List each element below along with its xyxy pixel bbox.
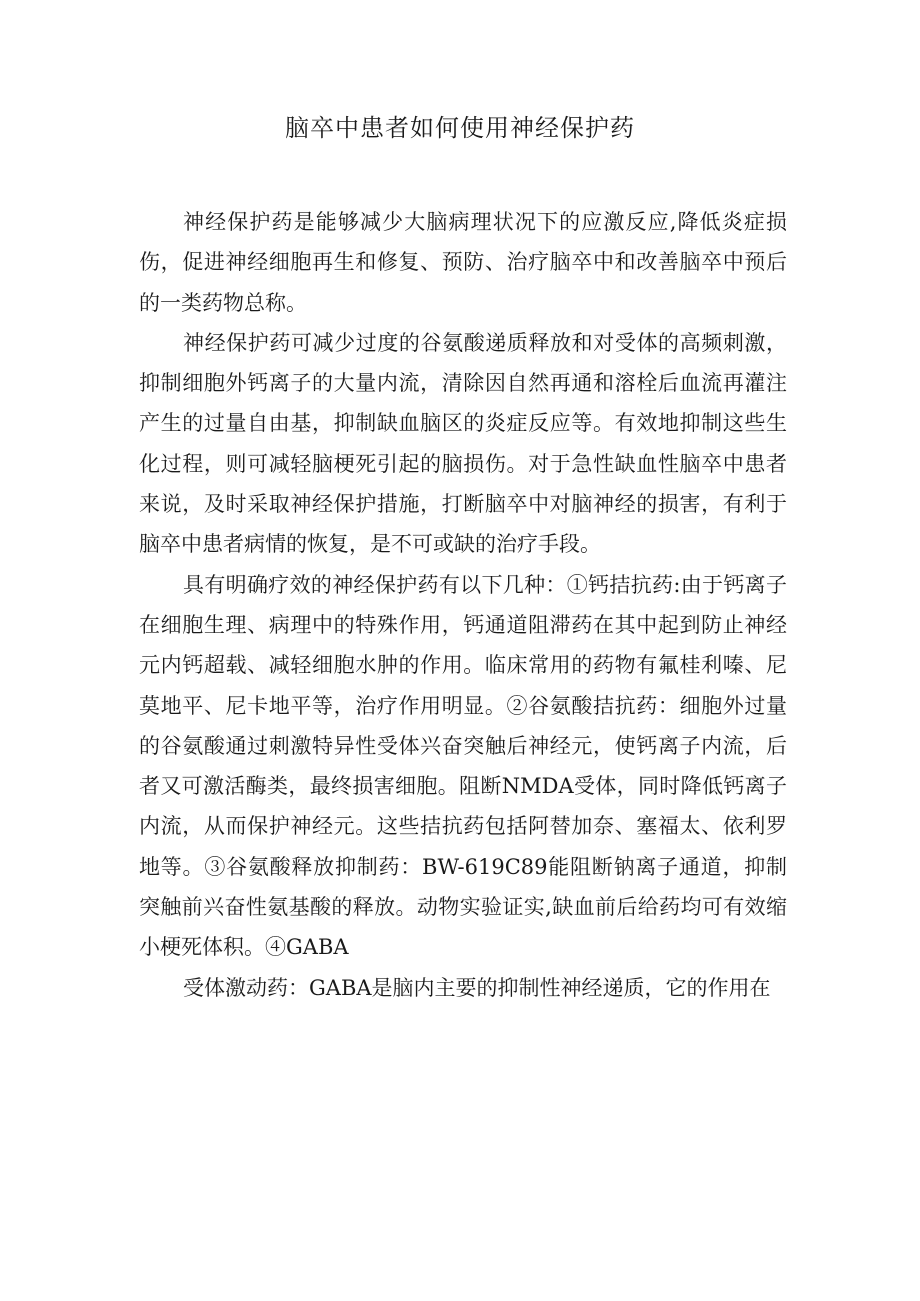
document-title: 脑卒中患者如何使用神经保护药 [285,114,635,142]
paragraph-definition: 神经保护药是能够减少大脑病理状况下的应激反应,降低炎症损伤，促进神经细胞再生和修复、预防、治疗脑卒中和改善脑卒中预后的一类药物总称。 [139,210,787,315]
paragraph-gaba-agonists: 受体激动药：GABA是脑内主要的抑制性神经递质，它的作用在 [183,975,771,1000]
paragraph-drug-types: 具有明确疗效的神经保护药有以下几种：①钙拮抗药:由于钙离子在细胞生理、病理中的特殊作用，钙通道阻滞药在其中起到防止神经元内钙超载、减轻细胞水肿的作用。临床常用的药物有氟桂利嗪、尼莫地平、尼卡地平等，治疗作用明显。②谷氨酸拮抗药：细胞外过量的谷氨酸通过刺激特异性受体兴奋突触后神经元，使钙离子内流，后者又可激活酶类，最终损害细胞。阻断NMDA受体，同时降低钙离子内流，从而保护神经元。这些拮抗药包括阿替加奈、塞福太、依利罗地等。③谷氨酸释放抑制药：BW-619C89能阻断钠离子通道，抑制突触前兴奋性氨基酸的释放。动物实验证实,缺血前后给药均可有效缩小梗死体积。④GABA [139,572,787,960]
paragraph-mechanism: 神经保护药可减少过度的谷氨酸递质释放和对受体的高频刺激，抑制细胞外钙离子的大量内流，清除因自然再通和溶栓后血流再灌注产生的过量自由基，抑制缺血脑区的炎症反应等。有效地抑制这些生化过程，则可减轻脑梗死引起的脑损伤。对于急性缺血性脑卒中患者来说，及时采取神经保护措施，打断脑卒中对脑神经的损害，有利于脑卒中患者病情的恢复，是不可或缺的治疗手段。 [139,330,787,557]
document-body [139,202,787,1008]
